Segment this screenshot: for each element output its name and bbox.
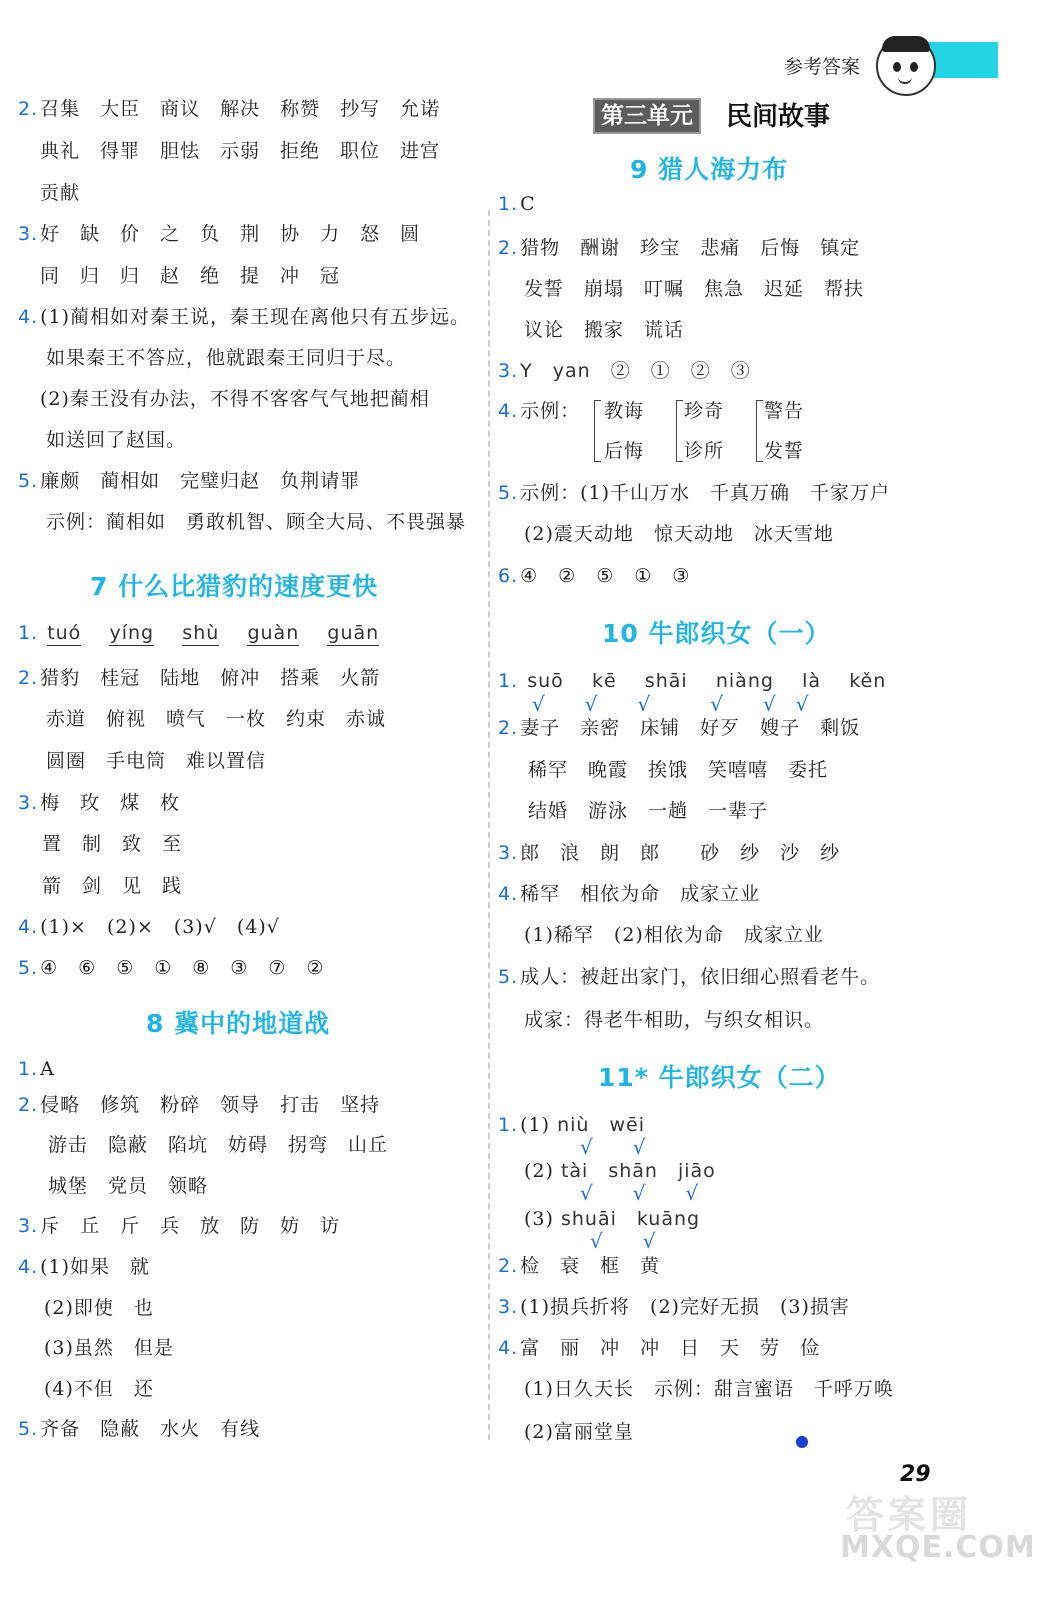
answer-line: 2. 妻子 亲密 床铺 好歹 嫂子 剩饭 (498, 717, 861, 739)
answer-line: 贡献 (40, 182, 81, 204)
answer-line: 3. 郎 浪 朗 郎 砂 纱 沙 纱 (498, 842, 841, 864)
answer-line: 成家：得老牛相助，与织女相识。 (524, 1009, 825, 1031)
answer-line: 1. A (18, 1058, 55, 1080)
answer-line: 2. 猎物 酬谢 珍宝 悲痛 后悔 镇定 (498, 237, 861, 259)
answer-line: 同 归 归 赵 绝 提 冲 冠 (40, 265, 341, 287)
answer-line: 如送回了赵国。 (46, 429, 187, 451)
check-marks: √ √ √ √ √ √ (532, 692, 809, 716)
answer-line: 如果秦王不答应，他就跟秦王同归于尽。 (46, 347, 407, 369)
answer-line: 城堡 党员 领略 (48, 1175, 209, 1197)
answer-line: 1. C (498, 193, 536, 215)
word-bracket (676, 400, 683, 462)
answer-line: 发誓 崩塌 叮嘱 焦急 迟延 帮扶 (524, 278, 865, 300)
answer-line: 4. 稀罕 相依为命 成家立业 (498, 883, 761, 905)
answer-word: 诊所 (684, 440, 725, 462)
page-number: 29 (900, 1462, 931, 1487)
section-title: 10 牛郎织女（一） (602, 619, 831, 648)
check-marks: √ √ (590, 1229, 656, 1253)
answer-line: 议论 搬家 谎话 (524, 319, 685, 341)
mascot-icon (876, 36, 936, 96)
answer-line: (2)震天动地 惊天动地 冰天雪地 (524, 523, 834, 545)
answer-line: (2)秦王没有办法，不得不客客气气地把蔺相 (40, 388, 430, 410)
column-divider (488, 210, 490, 1440)
answer-line: 典礼 得罪 胆怯 示弱 拒绝 职位 进宫 (40, 140, 441, 162)
word-bracket (594, 400, 601, 462)
answer-line: 结婚 游泳 一趟 一辈子 (528, 800, 769, 822)
answer-word: 后悔 (604, 440, 645, 462)
watermark-logo: 答案圈 (846, 1493, 973, 1537)
answer-line: 1. (1) niù wēi (498, 1114, 645, 1136)
answer-line: 4. (1)× (2)× (3)√ (4)√ (18, 916, 280, 938)
answer-line: (2)即使 也 (44, 1297, 154, 1319)
answer-line: (3)虽然 但是 (44, 1337, 174, 1359)
answer-line: 稀罕 晚霞 挨饿 笑嘻嘻 委托 (528, 759, 829, 781)
answer-line: 3. 好 缺 价 之 负 荆 协 力 怒 圆 (18, 223, 421, 245)
answer-line: 3. (1)损兵折将 (2)完好无损 (3)损害 (498, 1296, 850, 1318)
answer-word: 发誓 (764, 440, 805, 462)
answer-line: (4)不但 还 (44, 1378, 154, 1400)
answer-line: (1)稀罕 (2)相依为命 成家立业 (524, 924, 824, 946)
answer-line: 5. 齐备 隐蔽 水火 有线 (18, 1418, 261, 1440)
answer-word: 珍奇 (684, 400, 725, 422)
answer-line: 示例：蔺相如 勇敢机智、顾全大局、不畏强暴 (46, 511, 467, 533)
answer-line: 3. Y yan ② ① ② ③ (498, 360, 751, 382)
section-title: 11* 牛郎织女（二） (598, 1063, 841, 1092)
answer-line: 5. 成人：被赶出家门，依旧细心照看老牛。 (498, 966, 881, 988)
section-title: 9 猎人海力布 (630, 155, 789, 184)
answer-line: 5. 示例：(1)千山万水 千真万确 千家万户 (498, 482, 891, 504)
check-marks: √ √ √ (580, 1181, 699, 1205)
answer-line: 4. (1)如果 就 (18, 1256, 151, 1278)
unit-title: 民间故事 (726, 102, 831, 132)
answer-word: 警告 (764, 400, 805, 422)
answer-line: 5. ④ ⑥ ⑤ ① ⑧ ③ ⑦ ② (18, 957, 325, 979)
answer-line: 赤道 俯视 喷气 一枚 约束 赤诚 (46, 708, 387, 730)
check-marks: √ √ (580, 1135, 646, 1159)
watermark-url: MXQE.COM (840, 1530, 1036, 1565)
answer-line: 6. ④ ② ⑤ ① ③ (498, 565, 691, 587)
answer-word: 教诲 (604, 400, 645, 422)
word-bracket (756, 400, 763, 462)
answer-line: 置 制 致 至 (42, 833, 183, 855)
answer-line: (1)日久天长 示例：甜言蜜语 千呼万唤 (524, 1378, 894, 1400)
answer-line: (2) tài shān jiāo (524, 1160, 716, 1182)
answer-line: 4. (1)蔺相如对秦王说，秦王现在离他只有五步远。 (18, 306, 471, 328)
page-header (780, 36, 998, 96)
answer-line: 2. 侵略 修筑 粉碎 领导 打击 坚持 (18, 1094, 381, 1116)
section-title: 7 什么比猎豹的速度更快 (90, 572, 379, 601)
answer-line: 2. 猎豹 桂冠 陆地 俯冲 搭乘 火箭 (18, 667, 381, 689)
answer-line: 5. 廉颇 蔺相如 完璧归赵 负荆请罪 (18, 470, 361, 492)
answer-line: 箭 剑 见 践 (42, 875, 183, 897)
answer-line: 2. 检 衰 框 黄 (498, 1255, 661, 1277)
answer-line: 1. suō kē shāi niàng là kěn (498, 670, 887, 692)
answer-line: 1. tuó yíng shù guàn guān (18, 622, 380, 644)
header-label: 参考答案 (784, 56, 861, 78)
answer-line: 4. 示例： (498, 400, 581, 422)
answer-line: 圆圈 手电筒 难以置信 (46, 750, 267, 772)
answer-line: 游击 隐蔽 陷坑 妨碍 拐弯 山丘 (48, 1134, 389, 1156)
unit-label: 第三单元 (593, 98, 701, 134)
answer-line: (2)富丽堂皇 (524, 1421, 634, 1443)
section-title: 8 冀中的地道战 (146, 1009, 331, 1038)
answer-line: 3. 斥 丘 斤 兵 放 防 妨 访 (18, 1215, 341, 1237)
answer-line: 3. 梅 玫 煤 枚 (18, 792, 181, 814)
answer-line: (3) shuāi kuāng (524, 1208, 701, 1230)
blue-dot (796, 1436, 808, 1448)
answer-line: 2. 召集 大臣 商议 解决 称赞 抄写 允诺 (18, 98, 441, 120)
answer-line: 4. 富 丽 冲 冲 日 天 劳 俭 (498, 1337, 821, 1359)
